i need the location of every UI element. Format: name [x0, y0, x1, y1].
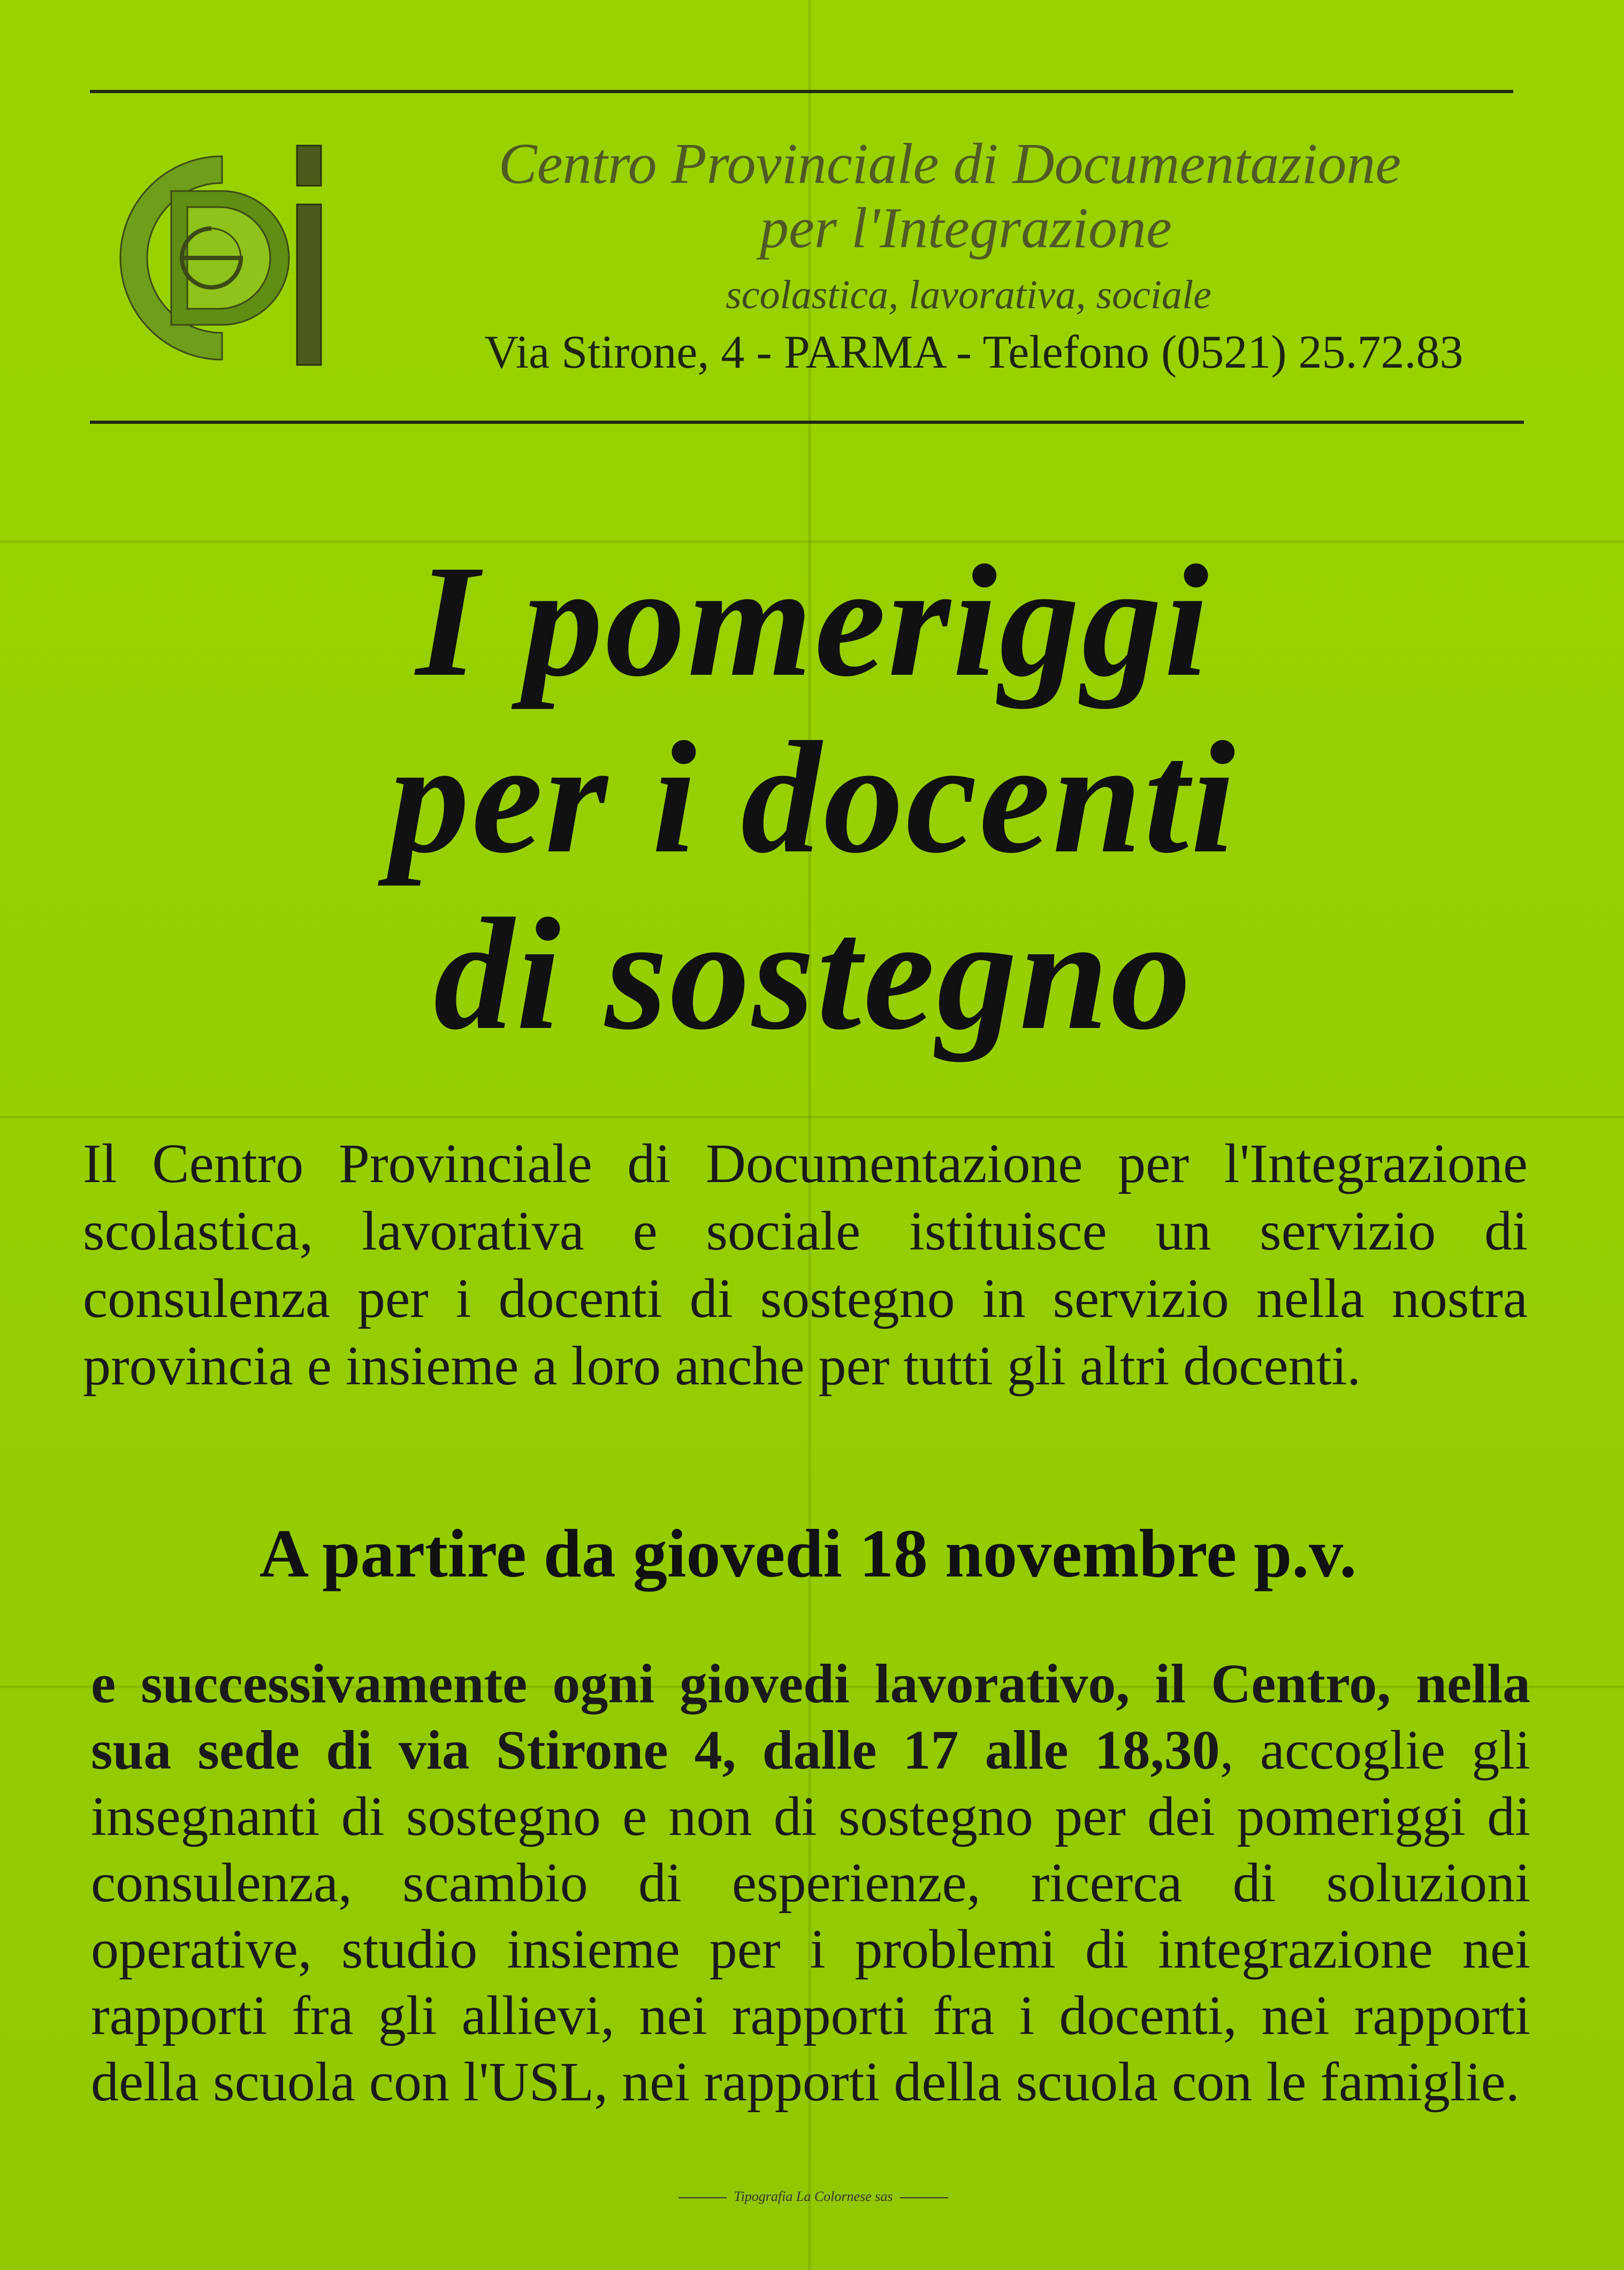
details-bold: e successivamente ogni giovedi lavorativo, il Centro, nella sua sede di via Stirone 4, dalle 17 alle 18,30 [91, 1653, 1530, 1781]
org-tagline: scolastica, lavorativa, sociale [726, 272, 1211, 317]
fold-crease-horizontal [0, 1116, 1624, 1118]
start-date-heading: A partire da giovedi 18 novembre p.v. [259, 1515, 1357, 1591]
printer-credit [664, 2189, 963, 2205]
printer-dash-right [900, 2197, 948, 2198]
printer-name: Tipografia La Colornese sas [734, 2189, 893, 2204]
intro-paragraph: Il Centro Provinciale di Documentazione per l'Integrazione scolastica, lavorativa e sociale istituisce un servizio di consulenza per i docenti di sostegno in servizio nella nostra provincia e insieme a loro anche per tutti gli altri docenti. [83, 1133, 1528, 1397]
org-address: Via Stirone, 4 - PARMA - Telefono (0521) 25.72.83 [484, 326, 1463, 378]
title-line-1: I pomeriggi [416, 532, 1211, 710]
printer-dash-left [678, 2197, 727, 2198]
details-regular: , accoglie gli insegnanti di sostegno e non di sostegno per dei pomeriggi di consulenza, scambio di esperienze, ricerca di soluzioni operative, studio insieme per i problemi di integrazione nei rapporti fra gli allievi, nei rapporti fra i docenti, nei rapporti della scuola con l'USL, nei rapporti della scuola con le famiglie. [91, 1719, 1531, 2113]
page-title [161, 532, 1466, 1062]
title-line-3: di sostegno [433, 885, 1193, 1063]
cdi-logo [86, 140, 342, 376]
org-name-line1: Centro Provinciale di Documentazione [498, 132, 1401, 196]
title-line-2: per i docenti [389, 709, 1238, 886]
org-name-line2: per l'Integrazione [760, 196, 1172, 260]
logo-letters: cdi [86, 140, 87, 141]
details-paragraph [91, 1651, 1530, 2115]
header-bottom-rule [90, 421, 1524, 424]
header-top-rule [90, 90, 1513, 93]
